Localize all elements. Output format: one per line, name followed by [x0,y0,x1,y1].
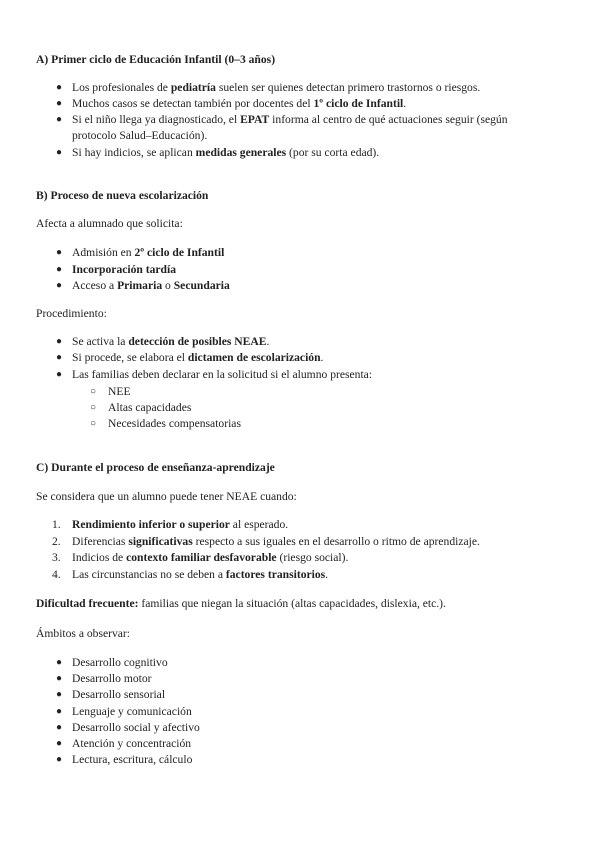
bullet-icon: ● [56,657,63,668]
list-item: Las familias deben declarar en la solicitud si el alumno presenta: [72,368,373,381]
numbered-item: Diferencias significativas respecto a sus iguales en el desarrollo o ritmo de aprendizaje. [72,535,480,548]
bullet-icon: ● [56,114,63,125]
section-c-heading: C) Durante el proceso de enseñanza-aprendizaje [36,461,275,474]
bullet-icon: ● [56,247,63,258]
list-item: Admisión en 2º ciclo de Infantil [72,246,225,259]
list-number: 2. [52,535,61,548]
list-item: Desarrollo motor [72,672,152,685]
bullet-icon: ● [56,147,63,158]
list-number: 4. [52,568,61,581]
bullet-icon: ● [56,98,63,109]
list-number: 1. [52,518,61,531]
paragraph: Dificultad frecuente: familias que niegan la situación (altas capacidades, dislexia, etc.). [36,597,446,610]
circle-bullet-icon: ○ [90,386,97,397]
section-b-heading: B) Proceso de nueva escolarización [36,189,209,202]
list-item: Incorporación tardía [72,263,177,276]
bullet-icon: ● [56,336,63,347]
bullet-icon: ● [56,280,63,291]
bullet-icon: ● [56,754,63,765]
bullet-icon: ● [56,706,63,717]
list-item: Si el niño llega ya diagnosticado, el EPAT informa al centro de qué actuaciones seguir (según [72,113,508,126]
sub-list-item: Necesidades compensatorias [108,417,241,430]
list-item: Muchos casos se detectan también por docentes del 1º ciclo de Infantil. [72,97,407,110]
list-item: Desarrollo sensorial [72,688,166,701]
bullet-icon: ● [56,722,63,733]
list-item: Lectura, escritura, cálculo [72,753,193,766]
bullet-icon: ● [56,369,63,380]
bullet-icon: ● [56,352,63,363]
bullet-icon: ● [56,689,63,700]
numbered-item: Rendimiento inferior o superior al esperado. [72,518,289,531]
numbered-item: Las circunstancias no se deben a factores transitorios. [72,568,329,581]
list-number: 3. [52,551,61,564]
list-item: Los profesionales de pediatría suelen ser quienes detectan primero trastornos o riesgos. [72,81,481,94]
list-item: Atención y concentración [72,737,192,750]
paragraph: Se considera que un alumno puede tener NEAE cuando: [36,490,297,503]
bullet-icon: ● [56,264,63,275]
bullet-icon: ● [56,673,63,684]
list-item: Acceso a Primaria o Secundaria [72,279,230,292]
sub-list-item: Altas capacidades [108,401,192,414]
numbered-item: Indicios de contexto familiar desfavorable (riesgo social). [72,551,349,564]
list-item-continuation: protocolo Salud–Educación). [72,129,208,142]
section-a-heading: A) Primer ciclo de Educación Infantil (0–3 años) [36,53,276,66]
sub-list-item: NEE [108,385,131,398]
circle-bullet-icon: ○ [90,418,97,429]
list-item: Desarrollo social y afectivo [72,721,200,734]
list-item: Se activa la detección de posibles NEAE. [72,335,270,348]
bullet-icon: ● [56,82,63,93]
circle-bullet-icon: ○ [90,402,97,413]
paragraph: Ámbitos a observar: [36,627,131,640]
list-item: Lenguaje y comunicación [72,705,192,718]
bullet-icon: ● [56,738,63,749]
list-item: Desarrollo cognitivo [72,656,168,669]
list-item: Si procede, se elabora el dictamen de escolarización. [72,351,324,364]
list-item: Si hay indicios, se aplican medidas generales (por su corta edad). [72,146,380,159]
paragraph: Procedimiento: [36,307,107,320]
paragraph: Afecta a alumnado que solicita: [36,217,183,230]
